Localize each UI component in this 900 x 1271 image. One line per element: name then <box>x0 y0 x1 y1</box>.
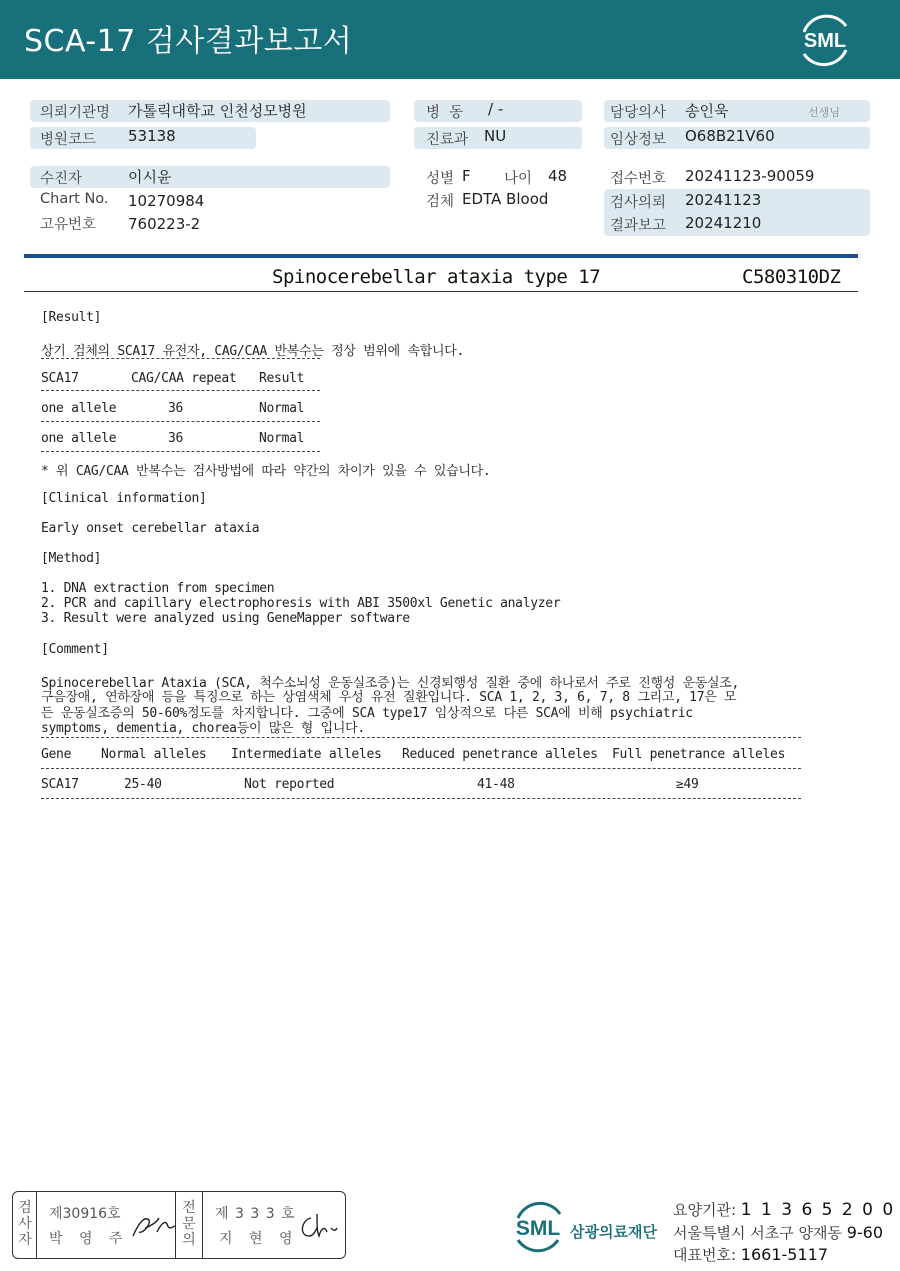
result-row-result: Normal <box>259 431 305 446</box>
allele-col-full: Full penetrance alleles <box>612 747 786 762</box>
phone-label: 대표번호: <box>673 1246 737 1264</box>
divider-thick <box>24 254 858 258</box>
sml-logo-icon <box>796 12 854 68</box>
patient-label: 수진자 <box>40 171 83 187</box>
receipt-label: 접수번호 <box>610 171 667 187</box>
report-title: SCA-17 검사결과보고서 <box>24 24 353 59</box>
chart-label: Chart No. <box>40 191 109 207</box>
request-date: 20241123 <box>685 191 762 209</box>
specimen: EDTA Blood <box>462 190 549 208</box>
clinical-text: Early onset cerebellar ataxia <box>41 521 260 536</box>
tester-name: 박 영 주 <box>49 1231 129 1247</box>
label-bar <box>30 166 390 188</box>
specialist-name: 지 현 영 <box>219 1231 299 1247</box>
requesting-org: 가톨릭대학교 인천성모병원 <box>128 102 307 120</box>
result-col-repeat: CAG/CAA repeat <box>131 371 237 386</box>
clinical-info: O68B21V60 <box>685 127 775 145</box>
divider-dashed <box>41 451 320 452</box>
sml-footer-logo-icon <box>508 1200 568 1256</box>
method-heading: [Method] <box>41 551 102 566</box>
unique-no: 760223-2 <box>128 215 201 233</box>
address-line <box>673 1222 883 1243</box>
allele-gene: SCA17 <box>41 777 79 792</box>
doctor-suffix: 선생님 <box>808 106 840 119</box>
divider-dashed <box>41 390 320 391</box>
address-number: 9-60 <box>846 1223 884 1242</box>
report-date: 20241210 <box>685 214 762 232</box>
method-line: 3. Result were analyzed using GeneMapper software <box>41 611 410 626</box>
allele-reduced: 41-48 <box>477 777 515 792</box>
chart-no: 10270984 <box>128 192 205 210</box>
sex-label: 성별 <box>426 171 455 187</box>
report-label: 결과보고 <box>610 218 667 234</box>
tester-signature-icon <box>129 1212 177 1242</box>
signature-stamp <box>12 1191 346 1259</box>
phone-number: 1661-5117 <box>740 1245 829 1264</box>
clinical-heading: [Clinical information] <box>41 491 207 506</box>
result-note: * 위 CAG/CAA 반복수는 검사방법에 따라 약간의 차이가 있을 수 있습니다. <box>41 464 491 479</box>
doctor-label: 담당의사 <box>610 105 667 121</box>
unique-label: 고유번호 <box>40 217 97 233</box>
tester-label: 검사자 <box>18 1200 32 1248</box>
method-line: 2. PCR and capillary electrophoresis with ABI 3500xl Genetic analyzer <box>41 596 561 611</box>
report-header <box>0 0 900 79</box>
result-heading: [Result] <box>41 310 102 325</box>
dept: NU <box>484 127 507 145</box>
hospital-code: 53138 <box>128 127 176 145</box>
allele-intermediate: Not reported <box>244 777 335 792</box>
divider-dashed <box>41 768 801 769</box>
allele-full: ≥49 <box>676 777 699 792</box>
footer-logo-text: SML <box>515 1217 561 1240</box>
test-name: Spinocerebellar ataxia type 17 <box>272 266 601 288</box>
result-col-result: Result <box>259 371 305 386</box>
header-logo-text: SML <box>803 30 847 52</box>
divider-thin <box>24 291 858 292</box>
result-col-gene: SCA17 <box>41 371 79 386</box>
requesting-org-label: 의뢰기관명 <box>40 105 111 121</box>
care-number-line <box>673 1199 895 1220</box>
allele-col-intermediate: Intermediate alleles <box>231 747 382 762</box>
ward: / - <box>488 100 504 118</box>
comment-line: Spinocerebellar Ataxia (SCA, 척수소뇌성 운동실조증)는 신경퇴행성 질환 중에 하나로서 주로 진행성 운동실조, <box>41 676 740 691</box>
allele-col-normal: Normal alleles <box>101 747 207 762</box>
phone-line <box>673 1244 828 1265</box>
age-label: 나이 <box>504 171 533 187</box>
specimen-label: 검체 <box>426 194 455 210</box>
tester-license: 제30916호 <box>49 1206 121 1222</box>
specialist-label: 전문의 <box>182 1200 196 1248</box>
hospital-code-label: 병원코드 <box>40 132 97 148</box>
care-label: 요양기관: <box>673 1201 737 1219</box>
receipt-no: 20241123-90059 <box>685 167 815 185</box>
allele-col-reduced: Reduced penetrance alleles <box>402 747 598 762</box>
ward-label: 병 동 <box>426 105 464 121</box>
patient-name: 이시윤 <box>128 168 172 186</box>
address: 서울특별시 서초구 양재동 <box>673 1224 842 1242</box>
divider-dashed <box>41 798 801 799</box>
care-number: 1 1 3 6 5 2 0 0 <box>740 1200 896 1220</box>
specialist-license: 제 3 3 3 호 <box>215 1206 296 1222</box>
clinical-info-label: 임상정보 <box>610 132 667 148</box>
result-row-repeat: 36 <box>168 431 184 446</box>
divider-dashed <box>41 421 320 422</box>
comment-line: 구음장애, 연하장애 등을 특징으로 하는 상염색체 우성 유전 질환입니다. SCA 1, 2, 3, 6, 7, 8 그리고, 17은 모 <box>41 690 737 705</box>
method-line: 1. DNA extraction from specimen <box>41 581 275 596</box>
comment-line: 든 운동실조증의 50-60%정도를 차지합니다. 그중에 SCA type17 임상적으로 다른 SCA에 비해 psychiatric <box>41 706 693 721</box>
sex: F <box>462 167 471 185</box>
request-label: 검사의뢰 <box>610 195 667 211</box>
footer-org-name: 삼광의료재단 <box>570 1223 657 1241</box>
result-row-result: Normal <box>259 401 305 416</box>
age: 48 <box>548 167 568 185</box>
allele-col-gene: Gene <box>41 747 72 762</box>
specialist-signature-icon <box>295 1210 339 1242</box>
test-code: C580310DZ <box>742 266 841 288</box>
divider-dashed <box>41 737 801 738</box>
result-row-allele: one allele <box>41 431 117 446</box>
doctor: 송인욱 <box>685 102 729 120</box>
result-row-repeat: 36 <box>168 401 184 416</box>
dept-label: 진료과 <box>426 132 469 148</box>
divider-dashed <box>41 358 320 359</box>
result-row-allele: one allele <box>41 401 117 416</box>
allele-normal: 25-40 <box>124 777 162 792</box>
comment-heading: [Comment] <box>41 642 109 657</box>
comment-line: symptoms, dementia, chorea등이 많은 형 입니다. <box>41 721 365 736</box>
result-summary: 상기 검체의 SCA17 유전자, CAG/CAA 반복수는 정상 범위에 속합니다. <box>41 344 465 359</box>
